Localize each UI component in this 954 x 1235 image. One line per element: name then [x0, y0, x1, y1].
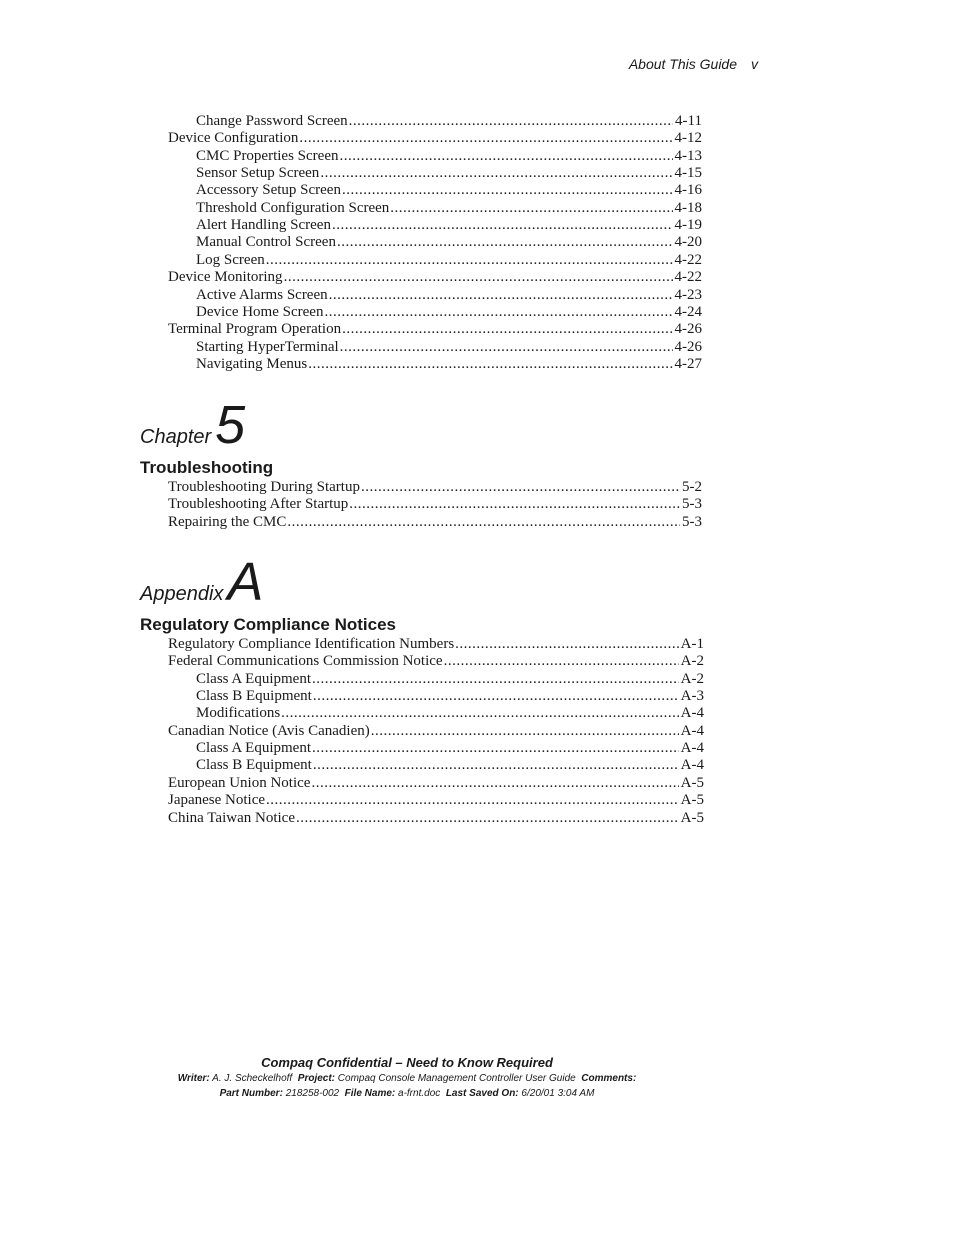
toc-entry — [196, 113, 702, 130]
toc-dot-leader — [390, 200, 672, 217]
toc-entry-title: Change Password Screen — [196, 113, 348, 129]
toc-entry-title: Class B Equipment — [196, 688, 312, 704]
toc-dot-leader — [339, 148, 672, 165]
running-header-title: About This Guide — [628, 56, 737, 72]
toc-entry-page: A-5 — [680, 792, 704, 808]
toc-entry-title: Sensor Setup Screen — [196, 165, 320, 181]
toc-entry — [196, 287, 702, 304]
comments-label: Comments: — [581, 1073, 637, 1084]
toc-entry-page: A-1 — [680, 636, 704, 652]
part-number-value: 218258-002 — [285, 1088, 340, 1099]
toc-entry-page: 5-3 — [682, 496, 702, 512]
running-header — [629, 56, 758, 72]
toc-entry-title: Class B Equipment — [196, 757, 312, 773]
toc-entry-title: Class A Equipment — [196, 740, 312, 756]
toc-entry-page: A-2 — [680, 653, 704, 669]
toc-entry — [196, 304, 702, 321]
toc-entry-title: European Union Notice — [168, 775, 311, 791]
appendix-letter: A — [227, 552, 264, 612]
footer-meta-line1 — [0, 1073, 814, 1084]
toc-entry-page: A-5 — [680, 775, 704, 791]
toc-dot-leader — [329, 287, 673, 304]
toc-entry-title: Japanese Notice — [168, 792, 266, 808]
toc-entry-title: Terminal Program Operation — [168, 321, 342, 337]
toc-dot-leader — [342, 182, 673, 199]
toc-entry — [196, 182, 702, 199]
toc-entry-page: A-4 — [680, 740, 704, 756]
toc-entry-page: 4-27 — [674, 356, 702, 372]
toc-entry-page: 4-11 — [675, 113, 702, 129]
project-label: Project: — [297, 1073, 336, 1084]
toc-entry — [168, 130, 702, 147]
toc-entry-title: Repairing the CMC — [168, 514, 287, 530]
toc-dot-leader — [361, 479, 680, 496]
toc-dot-leader — [313, 688, 679, 705]
toc-entry-title: Accessory Setup Screen — [196, 182, 341, 198]
toc-entry-page: 4-20 — [674, 234, 702, 250]
toc-dot-leader — [284, 269, 673, 286]
toc-dot-leader — [311, 775, 678, 792]
toc-entry — [168, 321, 702, 338]
toc-entry — [196, 356, 702, 373]
toc-entry — [196, 757, 704, 774]
toc-entry — [168, 496, 702, 513]
toc-entry-page: A-3 — [680, 688, 704, 704]
toc-dot-leader — [287, 514, 680, 531]
toc-entry-title: Device Home Screen — [196, 304, 324, 320]
toc-entry — [196, 705, 704, 722]
toc-entry-title: Navigating Menus — [196, 356, 308, 372]
toc-entry-page: 4-15 — [674, 165, 702, 181]
toc-entry-title: Federal Communications Commission Notice — [168, 653, 443, 669]
toc-entry — [168, 269, 702, 286]
toc-dot-leader — [349, 113, 673, 130]
toc-entry-page: A-2 — [680, 671, 704, 687]
chapter-title: Troubleshooting — [140, 458, 274, 477]
toc-entry-title: CMC Properties Screen — [196, 148, 339, 164]
toc-entry — [196, 217, 702, 234]
appendix-label: Appendix — [140, 583, 224, 605]
chapter-label: Chapter — [140, 426, 212, 448]
toc-entry-page: 4-22 — [674, 252, 702, 268]
writer-value: A. J. Scheckelhoff — [212, 1073, 293, 1084]
toc-entry — [168, 653, 704, 670]
toc-dot-leader — [296, 810, 679, 827]
toc-entry-page: A-5 — [680, 810, 704, 826]
toc-dot-leader — [349, 496, 680, 513]
toc-entry-title: Troubleshooting After Startup — [168, 496, 349, 512]
toc-entry-page: 4-26 — [674, 321, 702, 337]
toc-entry-title: Device Configuration — [168, 130, 299, 146]
toc-entry — [196, 671, 704, 688]
toc-dot-leader — [455, 636, 679, 653]
toc-entry-page: A-4 — [680, 757, 704, 773]
toc-entry — [168, 479, 702, 496]
toc-dot-leader — [324, 304, 672, 321]
toc-dot-leader — [266, 252, 673, 269]
toc-entry-title: Device Monitoring — [168, 269, 283, 285]
toc-entry-title: Log Screen — [196, 252, 265, 268]
appendix-title: Regulatory Compliance Notices — [140, 615, 397, 634]
toc-dot-leader — [340, 339, 673, 356]
last-saved-value: 6/20/01 3:04 AM — [521, 1088, 595, 1099]
toc-entry — [196, 200, 702, 217]
toc-entry — [168, 775, 704, 792]
toc-entry — [168, 810, 704, 827]
toc-dot-leader — [332, 217, 673, 234]
toc-entry-title: Alert Handling Screen — [196, 217, 331, 233]
toc-dot-leader — [371, 723, 679, 740]
toc-entry-title: China Taiwan Notice — [168, 810, 295, 826]
toc-entry-page: 4-22 — [674, 269, 702, 285]
chapter-number: 5 — [215, 395, 246, 455]
toc-dot-leader — [266, 792, 679, 809]
toc-dot-leader — [312, 740, 679, 757]
toc-entry-page: 4-18 — [674, 200, 702, 216]
toc-entry-title: Troubleshooting During Startup — [168, 479, 360, 495]
project-value: Compaq Console Management Controller User Guide — [337, 1073, 576, 1084]
page-number: v — [751, 56, 758, 72]
file-name-label: File Name: — [344, 1088, 396, 1099]
toc-entry — [196, 740, 704, 757]
toc-entry-page: 4-26 — [674, 339, 702, 355]
toc-entry — [196, 339, 702, 356]
appendix-heading — [140, 552, 264, 612]
toc-entry — [196, 252, 702, 269]
last-saved-label: Last Saved On: — [445, 1088, 519, 1099]
toc-entry-title: Threshold Configuration Screen — [196, 200, 390, 216]
toc-dot-leader — [444, 653, 679, 670]
toc-entry — [196, 148, 702, 165]
toc-dot-leader — [308, 356, 672, 373]
toc-entry — [168, 514, 702, 531]
footer-meta-line2 — [0, 1088, 814, 1099]
chapter-heading — [140, 395, 246, 455]
toc-entry-page: A-4 — [680, 705, 704, 721]
toc-dot-leader — [320, 165, 672, 182]
file-name-value: a-frnt.doc — [398, 1088, 441, 1099]
toc-entry-title: Starting HyperTerminal — [196, 339, 339, 355]
toc-entry — [196, 234, 702, 251]
toc-entry-title: Manual Control Screen — [196, 234, 336, 250]
toc-dot-leader — [312, 671, 679, 688]
toc-entry-page: 4-19 — [674, 217, 702, 233]
toc-dot-leader — [281, 705, 679, 722]
toc-entry-title: Canadian Notice (Avis Canadien) — [168, 723, 370, 739]
part-number-label: Part Number: — [219, 1088, 283, 1099]
writer-label: Writer: — [177, 1073, 210, 1084]
toc-entry-page: 5-3 — [682, 514, 702, 530]
toc-entry-title: Active Alarms Screen — [196, 287, 328, 303]
confidential-notice: Compaq Confidential – Need to Know Required — [261, 1055, 553, 1070]
toc-dot-leader — [313, 757, 679, 774]
toc-entry — [196, 165, 702, 182]
toc-entry-title: Regulatory Compliance Identification Numbers — [168, 636, 455, 652]
toc-entry-page: 4-13 — [674, 148, 702, 164]
toc-entry-page: 4-16 — [674, 182, 702, 198]
toc-entry-title: Modifications — [196, 705, 281, 721]
toc-entry-page: 4-24 — [674, 304, 702, 320]
toc-dot-leader — [337, 234, 673, 251]
toc-entry — [168, 723, 704, 740]
toc-dot-leader — [299, 130, 672, 147]
toc-entry-page: 4-12 — [674, 130, 702, 146]
toc-entry — [196, 688, 704, 705]
toc-entry — [168, 636, 704, 653]
toc-entry-page: 5-2 — [682, 479, 702, 495]
toc-dot-leader — [342, 321, 672, 338]
toc-entry-page: 4-23 — [674, 287, 702, 303]
toc-entry — [168, 792, 704, 809]
toc-entry-page: A-4 — [680, 723, 704, 739]
toc-entry-title: Class A Equipment — [196, 671, 312, 687]
